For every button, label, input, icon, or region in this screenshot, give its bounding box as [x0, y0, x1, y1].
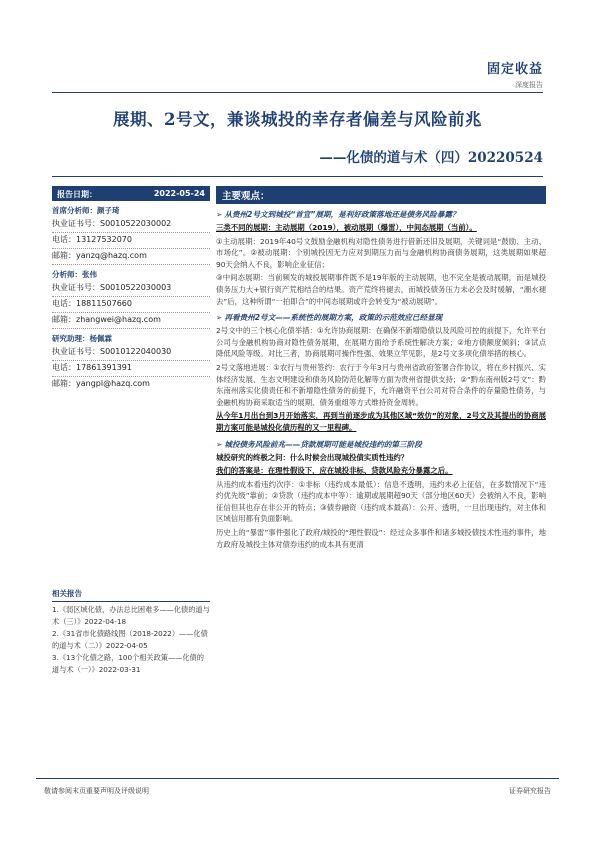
- analyst-sidebar: [52, 186, 210, 391]
- analyst-phone: 电话：17861391391: [52, 363, 132, 372]
- analyst-license: 执业证书号：S0010522030002: [52, 219, 172, 228]
- paragraph: 2号文落地进展：①农行与贵州签约：农行于今年3月与贵州省政府签署合作协议，将在乡村振兴、实体经济发展、生态文明建设和债务风险防范化解等方面为贵州省提供支持；②“黔东南州版2号文”：黔东南州落实化债责任和不新增隐性债务的前提下，允许融资平台公司对符合条件的存量隐性债务，与金融机构协商采取适当的展期、债务重组等方式维持资金周转。: [216, 362, 546, 407]
- section-heading: ➢ 从贵州2号文到城投“首宣”展期，是利好政策落地还是债务风险暴露？: [216, 210, 460, 219]
- analyst-block: [52, 333, 210, 391]
- footer-disclaimer: 敬请参阅末页重要声明及评级说明: [44, 787, 149, 795]
- paragraph: 历史上的“暴雷”事件强化了政府/城投的“理性假设”：经过众多事件和诸多城投债技术性违约事件，地方政府及城投主体对债券违约的成本具有更清: [216, 528, 546, 549]
- analyst-email[interactable]: 邮箱：yangpl@hazq.com: [52, 379, 150, 388]
- arrow-bullet-icon: ➢: [216, 210, 223, 219]
- related-report-link[interactable]: 1.《弱区域化债，办法总比困难多——化债的道与术（三）》2022-04-18: [52, 605, 210, 626]
- footer-label: 证券研究报告: [509, 787, 551, 795]
- paragraph: ①主动展期：2019年40号文鼓励金融机构对隐性债务进行借新还旧及展期，关键词是“鼓励、主动、市场化”。②被动展期：个别城投因无力应对到期压力而与金融机构协商债务展期，这类展期如果超90天会纳入不良，影响企业征信；: [216, 236, 546, 269]
- report-date-bar: [52, 186, 210, 201]
- analyst-role: 首席分析师：颜子琦: [52, 206, 120, 215]
- paragraph: 我们的答案是：在理性假设下，应在城投非标、贷款风险充分暴露之后。: [216, 466, 453, 476]
- page-subtitle: ——化债的道与术（四）20220524: [319, 150, 543, 166]
- paragraph: 2号文中的三个核心化债举措：①允许协商展期：在确保不新增隐债以及风险可控的前提下，允许平台公司与金融机构协商对隐性债务展期，在展期方面给予系统性解决方案；②地方债额度倾斜；③试点降低风险等级。对比三者，协商展期可操作性强、效果立竿见影，是2号文多项化债举措的核心。: [216, 326, 546, 359]
- related-report-link[interactable]: 2.《31省市化债路线图（2018-2022）——化债的道与术（二）》2022-04-05: [52, 629, 208, 650]
- analyst-block: [52, 205, 210, 265]
- paragraph: 三类不同的展期：主动展期（2019），被动展期（爆雷），中间态展期（当前）。: [216, 223, 477, 232]
- analyst-phone: 电话：13127532070: [52, 235, 132, 244]
- paragraph: 城投研究的终极之问：什么时候会出现城投债实质性违约？: [216, 452, 409, 462]
- arrow-bullet-icon: ➢: [216, 439, 223, 449]
- related-reports-list: [52, 604, 210, 676]
- related-reports-heading: 相关报告: [52, 588, 210, 602]
- analyst-role: 分析师：张伟: [52, 270, 97, 279]
- title-rule: [52, 176, 543, 177]
- paragraph: 从今年1月出台到3月开始落实，再到当前逐步成为其他区域“效仿”的对象，2号文及其提出的协商展期方案可能是城投化债历程的又一里程碑。: [216, 411, 546, 432]
- paragraph: 从违约成本看违约次序：①非标（违约成本最低）：信息不透明，违约未必上征信，在多数情况下“违约优先级”靠前；②贷款（违约成本中等）：逾期或展期超90天（部分地区60天）会被纳入不良，影响征信但其也存在非公开的特点；③债券融资（违约成本最高）：公开、透明，一旦出现违约，对主体和区域信用都有负面影响。: [216, 479, 546, 524]
- analyst-license: 执业证书号：S0010122040030: [52, 347, 172, 356]
- report-subtype: 深度报告: [515, 81, 543, 89]
- header-rule: [52, 92, 543, 93]
- analyst-license: 执业证书号：S0010522030003: [52, 283, 172, 292]
- footer-rule: [36, 778, 559, 779]
- report-date-value: 2022-05-24: [153, 189, 205, 198]
- paragraph: ③中间态展期：当前频发的城投展期事件既不是19年版的主动展期，也不完全是被动展期，而是城投债务压力大+银行资产荒相结合的结果。资产荒终将褪去，而城投债务压力未必会及时缓解，“潮水褪去”后，这种所谓“一拍即合”的中间态展期或许会转变为“被动展期”。: [216, 273, 546, 306]
- main-points-heading: 主要观点：: [216, 186, 546, 204]
- arrow-bullet-icon: ➢: [216, 313, 223, 323]
- main-points: [216, 186, 546, 550]
- page-title: 展期、2号文，兼谈城投的幸存者偏差与风险前兆: [113, 110, 482, 129]
- report-date-label: 报告日期：: [57, 190, 97, 199]
- analyst-email[interactable]: 邮箱：yanzq@hazq.com: [52, 251, 147, 260]
- section-heading: ➢ 再看贵州2号文——系统性的展期方案，政策的示范效应已经显现: [216, 313, 443, 323]
- analyst-block: [52, 269, 210, 329]
- analyst-email[interactable]: 邮箱：zhangwei@hazq.com: [52, 315, 161, 324]
- section-heading: ➢ 城投债务风险前兆——贷款展期可能是城投违约的第三阶段: [216, 439, 422, 449]
- analyst-phone: 电话：18811507660: [52, 299, 132, 308]
- related-report-link[interactable]: 3.《13个化债之路，100个相关政策——化债的道与术（一）》2022-03-31: [52, 653, 204, 674]
- analyst-role: 研究助理：杨佩霖: [52, 334, 112, 343]
- report-type-block: [487, 58, 543, 90]
- report-category: 固定收益: [486, 62, 543, 77]
